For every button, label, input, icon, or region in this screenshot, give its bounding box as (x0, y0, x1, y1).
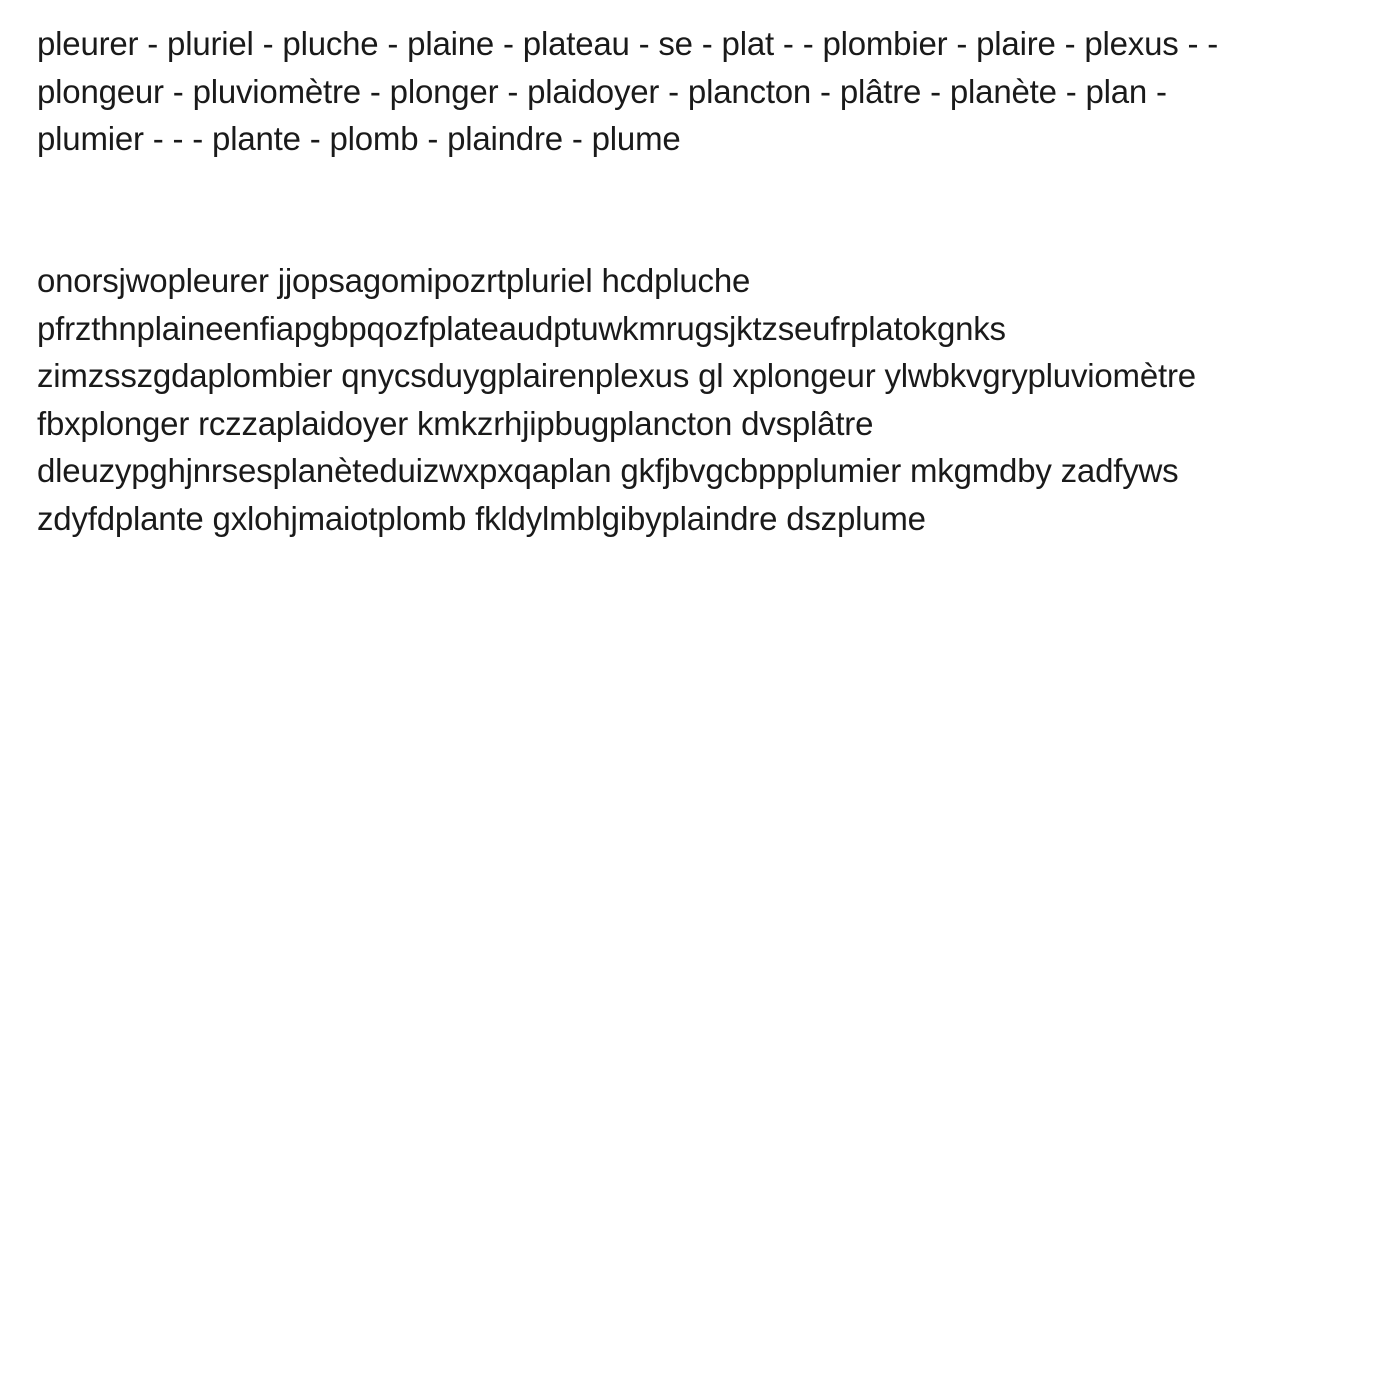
puzzle-line: fbxplonger rczzaplaidoyer kmkzrhjipbugplancton dvsplâtre (37, 404, 874, 442)
puzzle-line: pfrzthnplaineenfiapgbpqozfplateaudptuwkmrugsjktzseufrplatokgnks (37, 309, 1006, 347)
puzzle-line: zimzsszgdaplombier qnycsduygplairenplexus gl xplongeur ylwbkvgrypluviomètre (37, 357, 1196, 394)
word-list-line: plongeur - pluviomètre - plonger - plaidoyer - plancton - plâtre - planète - plan - (37, 72, 1167, 110)
puzzle-line: zdyfdplante gxlohjmaiotplomb fkldylmblgibyplaindre dszplume (37, 499, 926, 537)
word-list (37, 20, 1218, 163)
puzzle-line: dleuzypghjnrsesplanèteduizwxpxqaplan gkfjbvgcbppplumier mkgmdby zadfyws (37, 452, 1179, 489)
word-list-line: plumier - - - plante - plomb - plaindre - plume (37, 120, 681, 157)
word-list-line: pleurer - pluriel - pluche - plaine - plateau - se - plat - - plombier - plaire - plexus - - (37, 25, 1219, 62)
letter-puzzle (37, 257, 1196, 542)
puzzle-line: onorsjwopleurer jjopsagomipozrtpluriel hcdpluche (37, 262, 751, 299)
